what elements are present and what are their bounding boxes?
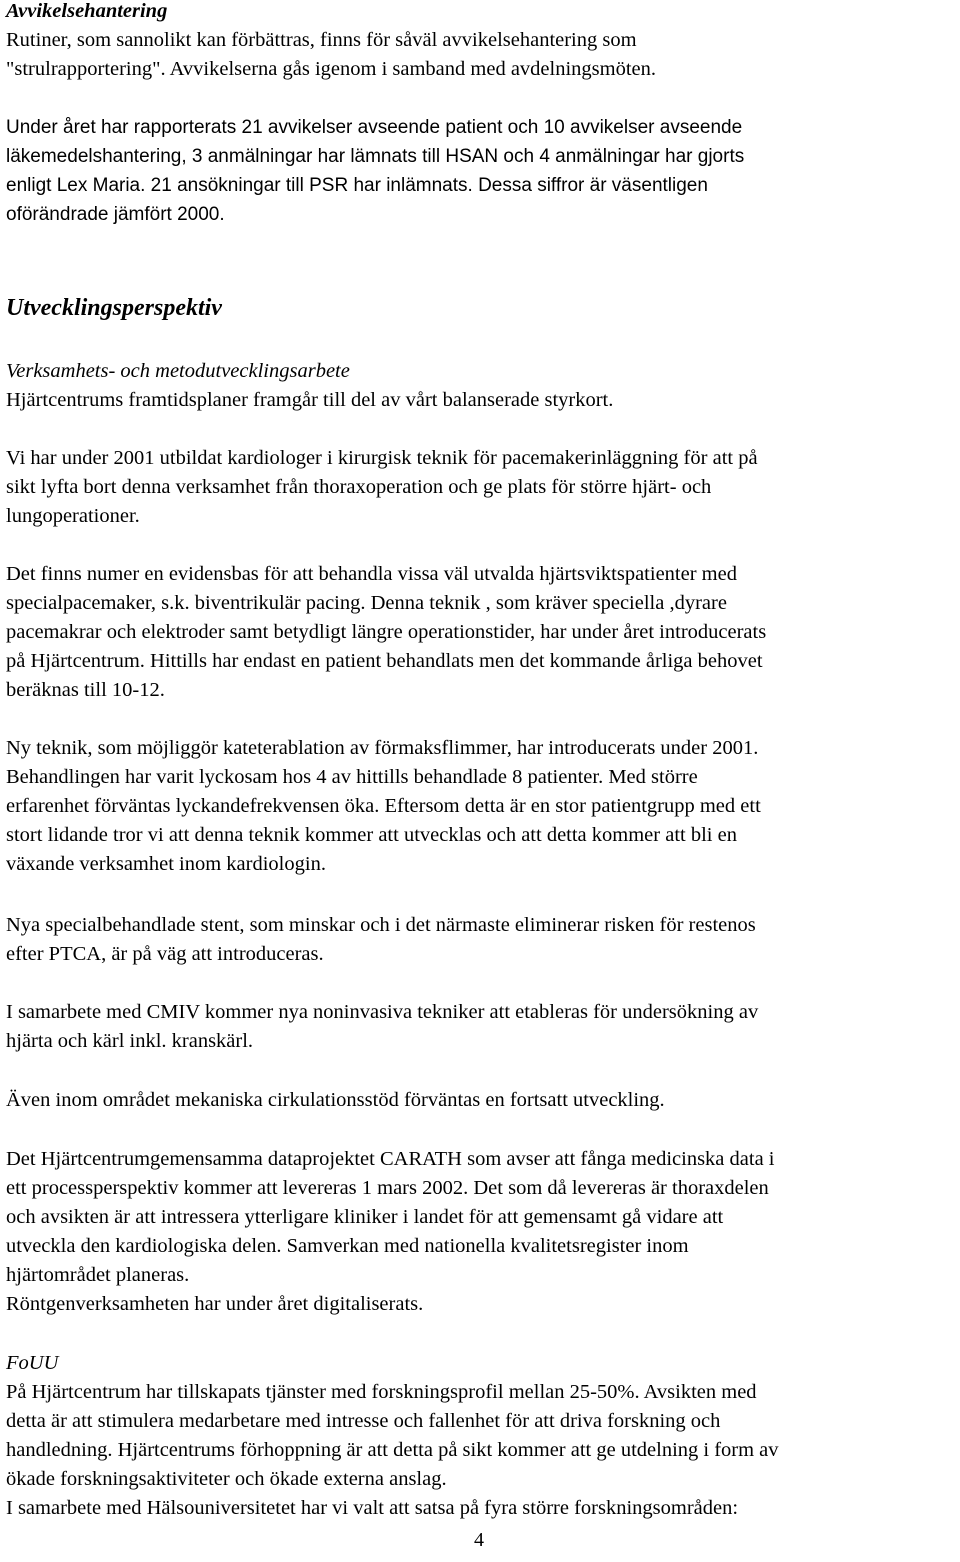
text-line: enligt Lex Maria. 21 ansökningar till PSR har inlämnats. Dessa siffror är väsentligen [6,175,708,196]
subsection-heading: Verksamhets- och metodutvecklingsarbete [6,360,350,382]
text-line: läkemedelshantering, 3 anmälningar har lämnats till HSAN och 4 anmälningar har gjorts [6,146,745,167]
text-line: och avsikten är att intressera ytterligare kliniker i landet för att gemensamt gå vidare att [6,1206,724,1228]
paragraph-kateterablation [6,734,761,879]
text-line: hjärtområdet planeras. [6,1264,190,1286]
text-line: Även inom området mekaniska cirkulationsstöd förväntas en fortsatt utveckling. [6,1089,665,1111]
paragraph-stent [6,911,756,969]
text-line: ökade forskningsaktiviteter och ökade externa anslag. [6,1468,447,1490]
text-line: efter PTCA, är på väg att introduceras. [6,943,324,965]
text-line: på Hjärtcentrum. Hittills har endast en patient behandlats men det kommande årliga behovet [6,650,763,672]
text-line: Det Hjärtcentrumgemensamma dataprojektet CARATH som avser att fånga medicinska data i [6,1148,775,1170]
text-line: Röntgenverksamheten har under året digitaliserats. [6,1293,424,1315]
text-line: specialpacemaker, s.k. biventrikulär pacing. Denna teknik , som kräver speciella ,dyrare [6,592,727,614]
subsection-verksamhetsutveckling [6,357,613,415]
text-line: Vi har under 2001 utbildat kardiologer i kirurgisk teknik för pacemakerinläggning för att på [6,447,758,469]
page-number: 4 [474,1529,484,1551]
section-avvikelsehantering [6,0,656,84]
text-line: Hjärtcentrums framtidsplaner framgår till del av vårt balanserade styrkort. [6,389,614,411]
text-line: pacemakrar och elektroder samt betydligt längre operationstider, har under året introducerats [6,621,767,643]
section-utvecklingsperspektiv [6,294,222,323]
text-line: I samarbete med CMIV kommer nya noninvasiva tekniker att etableras för undersökning av [6,1001,759,1023]
section-heading-avvikelsehantering: Avvikelsehantering [6,0,168,22]
text-line: sikt lyfta bort denna verksamhet från thoraxoperation och ge plats för större hjärt- och [6,476,712,498]
paragraph-pacemaker [6,444,758,531]
text-line: "strulrapportering". Avvikelserna gås igenom i samband med avdelningsmöten. [6,58,657,80]
text-line: utveckla den kardiologiska delen. Samverkan med nationella kvalitetsregister inom [6,1235,689,1257]
text-line: beräknas till 10-12. [6,679,165,701]
paragraph-avvikelser-statistik [6,113,744,229]
text-line: erfarenhet förväntas lyckandefrekvensen öka. Eftersom detta är en stor patientgrupp med ett [6,795,761,817]
text-line: lungoperationer. [6,505,140,527]
text-line: detta är att stimulera medarbetare med intresse och fallenhet för att driva forskning och [6,1410,721,1432]
text-line: I samarbete med Hälsouniversitetet har vi valt att satsa på fyra större forskningsområden: [6,1497,739,1519]
section-fouu [6,1349,779,1523]
paragraph-carath [6,1145,775,1319]
paragraph-evidensbas [6,560,766,705]
section-heading-fouu: FoUU [6,1352,59,1374]
paragraph-mekanisk-cirkulation [6,1086,665,1115]
text-line: hjärta och kärl inkl. kranskärl. [6,1030,254,1052]
text-line: stort lidande tror vi att denna teknik kommer att utvecklas och att detta kommer att bli en [6,824,737,846]
text-line: Ny teknik, som möjliggör kateterablation av förmaksflimmer, har introducerats under 2001. [6,737,759,759]
text-line: Under året har rapporterats 21 avvikelser avseende patient och 10 avvikelser avseende [6,117,743,138]
text-line: oförändrade jämfört 2000. [6,204,225,225]
text-line: Behandlingen har varit lyckosam hos 4 av hittills behandlade 8 patienter. Med större [6,766,698,788]
text-line: Nya specialbehandlade stent, som minskar och i det närmaste eliminerar risken för restenos [6,914,756,936]
text-line: växande verksamhet inom kardiologin. [6,853,326,875]
text-line: Rutiner, som sannolikt kan förbättras, finns för såväl avvikelsehantering som [6,29,637,51]
paragraph-cmiv [6,998,758,1056]
text-line: Det finns numer en evidensbas för att behandla vissa väl utvalda hjärtsviktspatienter med [6,563,737,585]
text-line: På Hjärtcentrum har tillskapats tjänster med forskningsprofil mellan 25-50%. Avsikten med [6,1381,757,1403]
text-line: ett processperspektiv kommer att levereras 1 mars 2002. Det som då levereras är thoraxdelen [6,1177,769,1199]
text-line: handledning. Hjärtcentrums förhoppning är att detta på sikt kommer att ge utdelning i form av [6,1439,779,1461]
section-heading-utvecklingsperspektiv: Utvecklingsperspektiv [6,295,222,321]
